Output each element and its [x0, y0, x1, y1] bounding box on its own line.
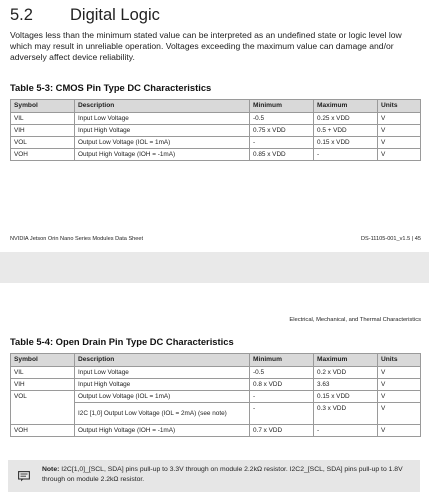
cell-minimum: -0.5	[250, 113, 314, 125]
cell-units: V	[378, 125, 421, 137]
table-row	[11, 367, 421, 379]
cell-description: Output High Voltage (IOH = -1mA)	[75, 425, 250, 437]
cell-symbol: VOL	[11, 391, 75, 425]
cell-minimum: -	[250, 137, 314, 149]
cell-symbol: VIH	[11, 125, 75, 137]
cell-minimum: 0.7 x VDD	[250, 425, 314, 437]
table-row	[11, 125, 421, 137]
cell-symbol: VIL	[11, 367, 75, 379]
cell-units: V	[378, 379, 421, 391]
section-number: 5.2	[10, 6, 33, 24]
running-header: Electrical, Mechanical, and Thermal Characteristics	[289, 317, 421, 323]
col-header-maximum: Maximum	[314, 100, 378, 113]
note-body: I2C[1,0]_[SCL, SDA] pins pull-up to 3.3V through on module 2.2kΩ resistor. I2C2_[SCL, SDA] pins pull-up to 1.8V through on module 2.2kΩ resistor.	[42, 466, 403, 483]
note-icon	[18, 469, 30, 480]
cell-maximum: -	[314, 425, 378, 437]
col-header-symbol: Symbol	[11, 100, 75, 113]
cell-description: Output Low Voltage (IOL = 1mA)	[75, 391, 250, 403]
cell-units: V	[378, 425, 421, 437]
open-drain-dc-table	[10, 353, 421, 437]
intro-paragraph: Voltages less than the minimum stated value can be interpreted as an undefined state or logic level low which may result in unreliable operation. Voltages exceeding the maximum value can damage and/or adversely affect device reliability.	[10, 30, 402, 62]
cell-symbol: VOL	[11, 137, 75, 149]
cell-minimum: 0.85 x VDD	[250, 149, 314, 161]
cell-minimum: -	[250, 391, 314, 403]
cell-maximum: 0.15 x VDD	[314, 391, 378, 403]
table-row	[11, 137, 421, 149]
cell-minimum: -0.5	[250, 367, 314, 379]
cell-symbol: VOH	[11, 425, 75, 437]
table-header-row	[11, 100, 421, 113]
cell-minimum: 0.8 x VDD	[250, 379, 314, 391]
table-row	[11, 379, 421, 391]
cell-units: V	[378, 137, 421, 149]
cell-maximum: 0.25 x VDD	[314, 113, 378, 125]
table-row	[11, 391, 421, 403]
col-header-description: Description	[75, 354, 250, 367]
cell-units: V	[378, 113, 421, 125]
cell-symbol: VOH	[11, 149, 75, 161]
col-header-minimum: Minimum	[250, 100, 314, 113]
cell-description: Input High Voltage	[75, 379, 250, 391]
col-header-units: Units	[378, 100, 421, 113]
table-caption-cmos: Table 5-3: CMOS Pin Type DC Characteristics	[10, 82, 212, 93]
cell-description: Input Low Voltage	[75, 367, 250, 379]
footer-doc-number: DS-11105-001_v1.5 | 45	[360, 236, 421, 242]
table-row	[11, 149, 421, 161]
col-header-minimum: Minimum	[250, 354, 314, 367]
footer-document-title: NVIDIA Jetson Orin Nano Series Modules Data Sheet	[10, 236, 144, 242]
cell-symbol: VIH	[11, 379, 75, 391]
table-row	[11, 113, 421, 125]
col-header-units: Units	[378, 354, 421, 367]
table-header-row	[11, 354, 421, 367]
cell-description: I2C [1,0] Output Low Voltage (IOL = 2mA) (see note)	[75, 403, 250, 425]
cell-description: Output High Voltage (IOH = -1mA)	[75, 149, 250, 161]
table-row	[11, 425, 421, 437]
cell-maximum: 0.2 x VDD	[314, 367, 378, 379]
cell-description: Input High Voltage	[75, 125, 250, 137]
note-text	[42, 465, 414, 484]
cell-description: Output Low Voltage (IOL = 1mA)	[75, 137, 250, 149]
cell-symbol: VIL	[11, 113, 75, 125]
cell-maximum: 0.5 + VDD	[314, 125, 378, 137]
section-heading	[10, 6, 160, 25]
table-caption-open-drain: Table 5-4: Open Drain Pin Type DC Characteristics	[10, 336, 234, 347]
note-callout	[8, 460, 420, 492]
cell-units: V	[378, 403, 421, 425]
cell-maximum: 3.63	[314, 379, 378, 391]
cell-maximum: -	[314, 149, 378, 161]
cell-minimum: 0.75 x VDD	[250, 125, 314, 137]
cell-units: V	[378, 149, 421, 161]
section-title: Digital Logic	[70, 6, 160, 24]
cell-units: V	[378, 391, 421, 403]
cmos-dc-table	[10, 99, 421, 161]
note-label: Note:	[42, 466, 60, 473]
cell-description: Input Low Voltage	[75, 113, 250, 125]
cell-units: V	[378, 367, 421, 379]
col-header-symbol: Symbol	[11, 354, 75, 367]
cell-minimum: -	[250, 403, 314, 425]
cell-maximum: 0.3 x VDD	[314, 403, 378, 425]
col-header-maximum: Maximum	[314, 354, 378, 367]
cell-maximum: 0.15 x VDD	[314, 137, 378, 149]
col-header-description: Description	[75, 100, 250, 113]
datasheet-page-46	[0, 283, 429, 499]
